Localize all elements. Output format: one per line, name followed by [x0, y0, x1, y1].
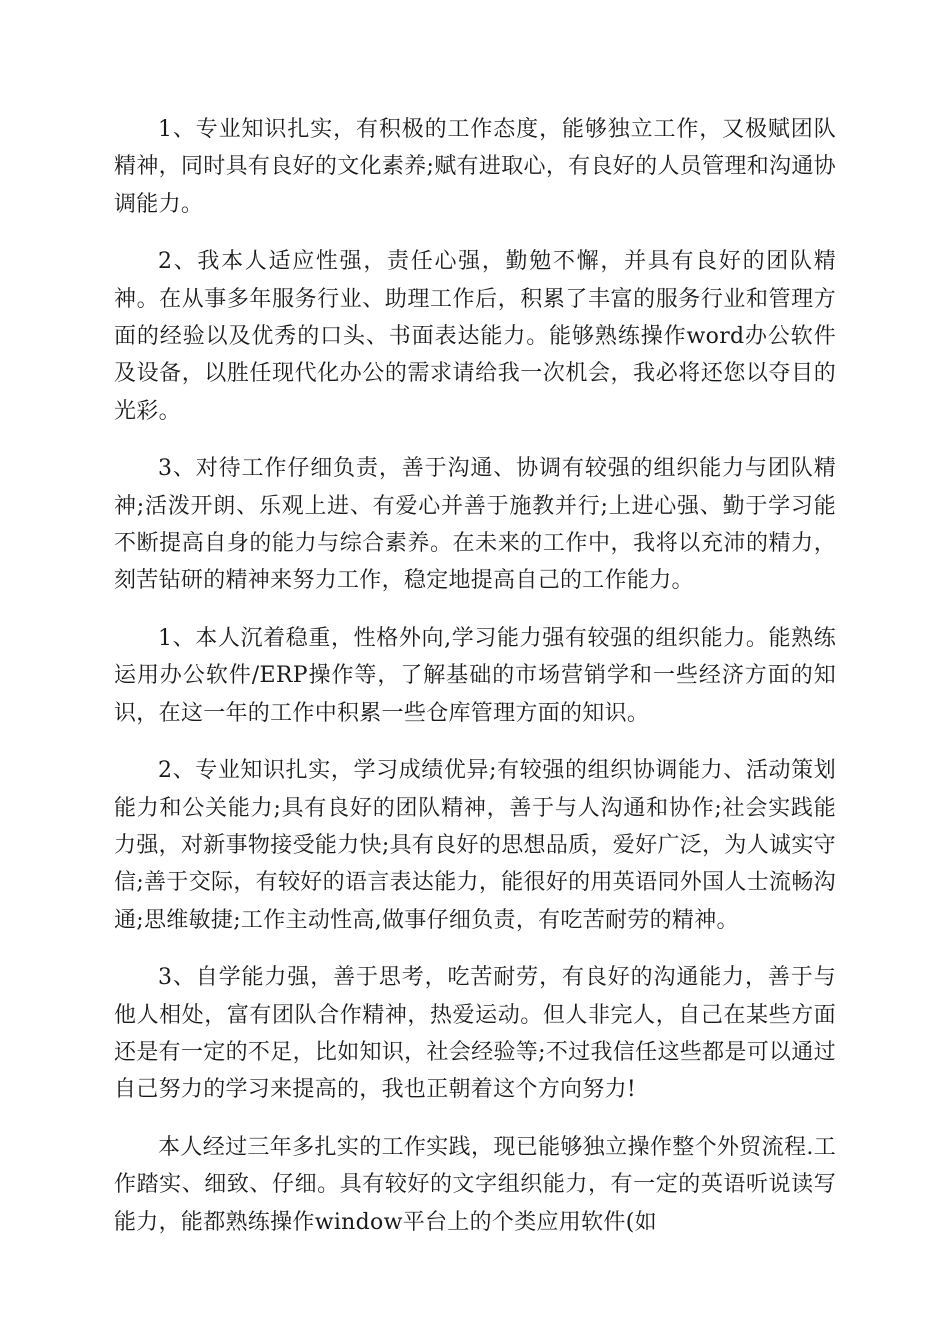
paragraph-2: 2、我本人适应性强，责任心强，勤勉不懈，并具有良好的团队精神。在从事多年服务行业、助理工作后，积累了丰富的服务行业和管理方面的经验以及优秀的口头、书面表达能力。能够熟练操作word办公软件及设备，以胜任现代化办公的需求请给我一次机会，我必将还您以夺目的光彩。: [114, 249, 836, 424]
paragraph-7: 本人经过三年多扎实的工作实践，现已能够独立操作整个外贸流程.工作踏实、细致、仔细。具有较好的文字组织能力，有一定的英语听说读写能力，能都熟练操作window平台上的个类应用软件(如: [114, 1134, 836, 1235]
paragraph-1: 1、专业知识扎实，有积极的工作态度，能够独立工作，又极赋团队精神，同时具有良好的文化素养;赋有进取心，有良好的人员管理和沟通协调能力。: [114, 117, 836, 217]
paragraph-3: 3、对待工作仔细负责，善于沟通、协调有较强的组织能力与团队精神;活泼开朗、乐观上进、有爱心并善于施教并行;上进心强、勤于学习能不断提高自身的能力与综合素养。在未来的工作中，我将以充沛的精力，刻苦钻研的精神来努力工作，稳定地提高自己的工作能力。: [114, 456, 836, 594]
paragraph-6: 3、自学能力强，善于思考，吃苦耐劳，有良好的沟通能力，善于与他人相处，富有团队合作精神，热爱运动。但人非完人，自己在某些方面还是有一定的不足，比如知识，社会经验等;不过我信任这些都是可以通过自己努力的学习来提高的，我也正朝着这个方向努力!: [114, 965, 836, 1103]
document-body: [114, 111, 836, 1261]
paragraph-4: 1、本人沉着稳重，性格外向,学习能力强有较强的组织能力。能熟练运用办公软件/ERP操作等，了解基础的市场营销学和一些经济方面的知识，在这一年的工作中积累一些仓库管理方面的知识。: [114, 625, 836, 726]
paragraph-5: 2、专业知识扎实，学习成绩优异;有较强的组织协调能力、活动策划能力和公关能力;具有良好的团队精神，善于与人沟通和协作;社会实践能力强，对新事物接受能力快;具有良好的思想品质，爱好广泛，为人诚实守信;善于交际，有较好的语言表达能力，能很好的用英语同外国人士流畅沟通;思维敏捷;工作主动性高,做事仔细负责，有吃苦耐劳的精神。: [114, 758, 836, 933]
